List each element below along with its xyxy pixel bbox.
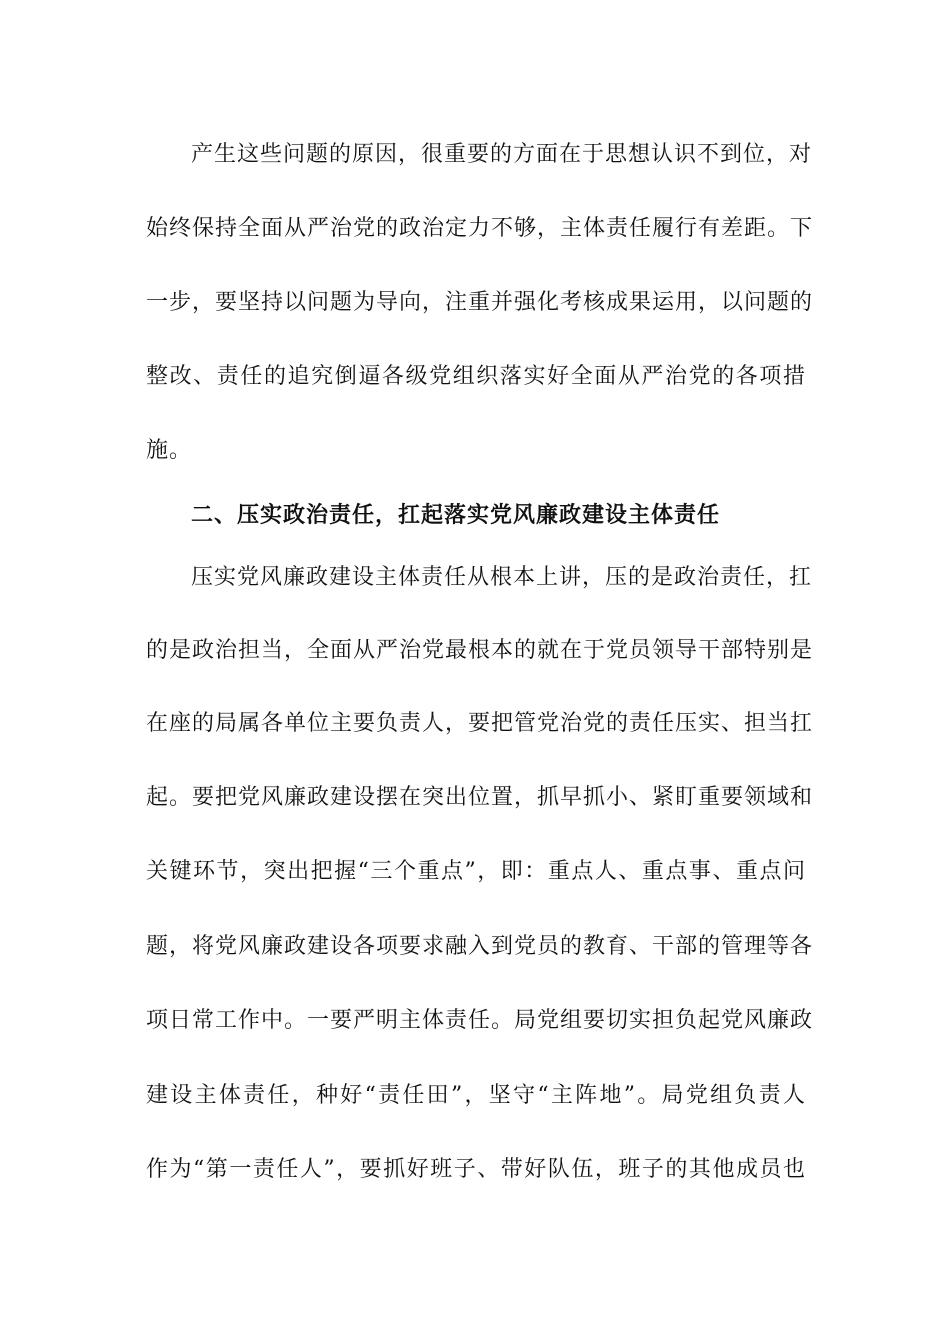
paragraph-line: 一步，要坚持以问题为导向，注重并强化考核成果运用，以问题的 [146,290,814,315]
paragraph-line: 关键环节，突出把握“三个重点”，即：重点人、重点事、重点问 [146,859,806,884]
paragraph-line: 起。要把党风廉政建设摆在突出位置，抓早抓小、紧盯重要领域和 [146,785,814,810]
paragraph-line: 建设主体责任，种好“责任田”，坚守“主阵地”。局党组负责人 [146,1083,806,1108]
paragraph-line: 产生这些问题的原因，很重要的方面在于思想认识不到位，对 [191,142,813,167]
section-heading: 二、压实政治责任，扛起落实党风廉政建设主体责任 [191,502,721,528]
paragraph-line: 压实党风廉政建设主体责任从根本上讲，压的是政治责任，扛 [191,565,813,590]
paragraph-line: 题，将党风廉政建设各项要求融入到党员的教育、干部的管理等各 [146,934,814,959]
paragraph-line: 整改、责任的追究倒逼各级党组织落实好全面从严治党的各项措 [146,364,806,389]
paragraph-line: 始终保持全面从严治党的政治定力不够，主体责任履行有差距。下 [146,216,814,241]
paragraph-line: 作为“第一责任人”，要抓好班子、带好队伍，班子的其他成员也 [146,1157,806,1182]
paragraph-line: 施。 [146,438,193,463]
paragraph-line: 的是政治担当，全面从严治党最根本的就在于党员领导干部特别是 [146,638,814,663]
paragraph-line: 在座的局属各单位主要负责人，要把管党治党的责任压实、担当扛 [146,711,814,736]
paragraph-line: 项日常工作中。一要严明主体责任。局党组要切实担负起党风廉政 [146,1008,814,1033]
